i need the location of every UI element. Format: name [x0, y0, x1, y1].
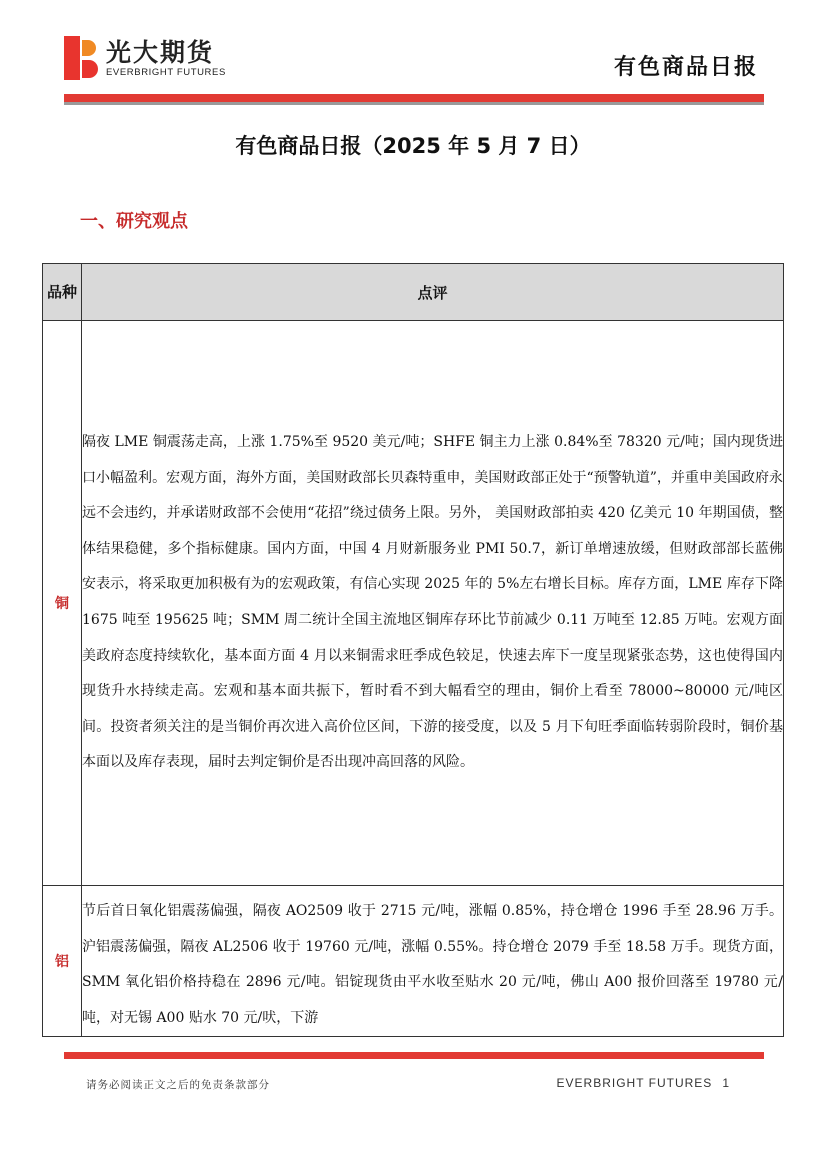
- category-cell-aluminum: 铝: [43, 886, 82, 1037]
- category-cell-copper: 铜: [43, 321, 82, 886]
- table-row: [43, 321, 784, 886]
- logo-name-en: EVERBRIGHT FUTURES: [106, 66, 226, 78]
- footer-divider: [64, 1052, 764, 1059]
- comment-cell-copper: 隔夜 LME 铜震荡走高，上涨 1.75%至 9520 美元/吨；SHFE 铜主力上涨 0.84%至 78320 元/吨；国内现货进口小幅盈利。宏观方面，海外方面，美国财政部长贝森特重申，美国财政部正处于“预警轨道”，并重申美国政府永远不会违约，并承诺财政部不会使用“花招”绕过债务上限。另外， 美国财政部拍卖 420 亿美元 10 年期国债，整体结果稳健，多个指标健康。国内方面，中国 4 月财新服务业 PMI 50.7，新订单增速放缓，但财政部部长蓝佛安表示，将采取更加积极有为的宏观政策，有信心实现 2025 年的 5%左右增长目标。库存方面，LME 库存下降 1675 吨至 195625 吨；SMM 周二统计全国主流地区铜库存环比节前减少 0.11 万吨至 12.85 万吨。宏观方面美政府态度持续软化，基本面方面 4 月以来铜需求旺季成色较足，快速去库下一度呈现紧张态势，这也使得国内现货升水持续走高。宏观和基本面共振下，暂时看不到大幅看空的理由，铜价上看至 78000~80000 元/吨区间。投资者须关注的是当铜价再次进入高价位区间，下游的接受度，以及 5 月下旬旺季面临转弱阶段时，铜价基本面以及库存表现，届时去判定铜价是否出现冲高回落的风险。: [82, 321, 784, 886]
- footer-disclaimer: 请务必阅读正文之后的免责条款部分: [86, 1079, 270, 1091]
- table-header-row: [43, 264, 784, 321]
- category-header: 品种: [43, 264, 82, 321]
- table-row: [43, 886, 784, 1037]
- commentary-table: [42, 263, 784, 1037]
- document-title: 有色商品日报（2025 年 5 月 7 日）: [235, 134, 591, 158]
- footer-brand-name: EVERBRIGHT FUTURES: [556, 1076, 713, 1090]
- logo-name-cn: 光大期货: [106, 37, 215, 67]
- page-number: 1: [722, 1076, 730, 1090]
- footer-brand: [547, 1076, 730, 1090]
- section-heading: 一、研究观点: [80, 211, 188, 232]
- comment-header: 点评: [82, 264, 784, 321]
- comment-cell-aluminum: 节后首日氧化铝震荡偏强，隔夜 AO2509 收于 2715 元/吨，涨幅 0.85%，持仓增仓 1996 手至 28.96 万手。沪铝震荡偏强，隔夜 AL2506 收于 19760 元/吨，涨幅 0.55%。持仓增仓 2079 手至 18.58 万手。现货方面，SMM 氧化铝价格持稳在 2896 元/吨。铝锭现货由平水收至贴水 20 元/吨，佛山 A00 报价回落至 19780 元/吨，对无锡 A00 贴水 70 元/吠，下游: [82, 886, 784, 1037]
- report-name: 有色商品日报: [613, 55, 758, 80]
